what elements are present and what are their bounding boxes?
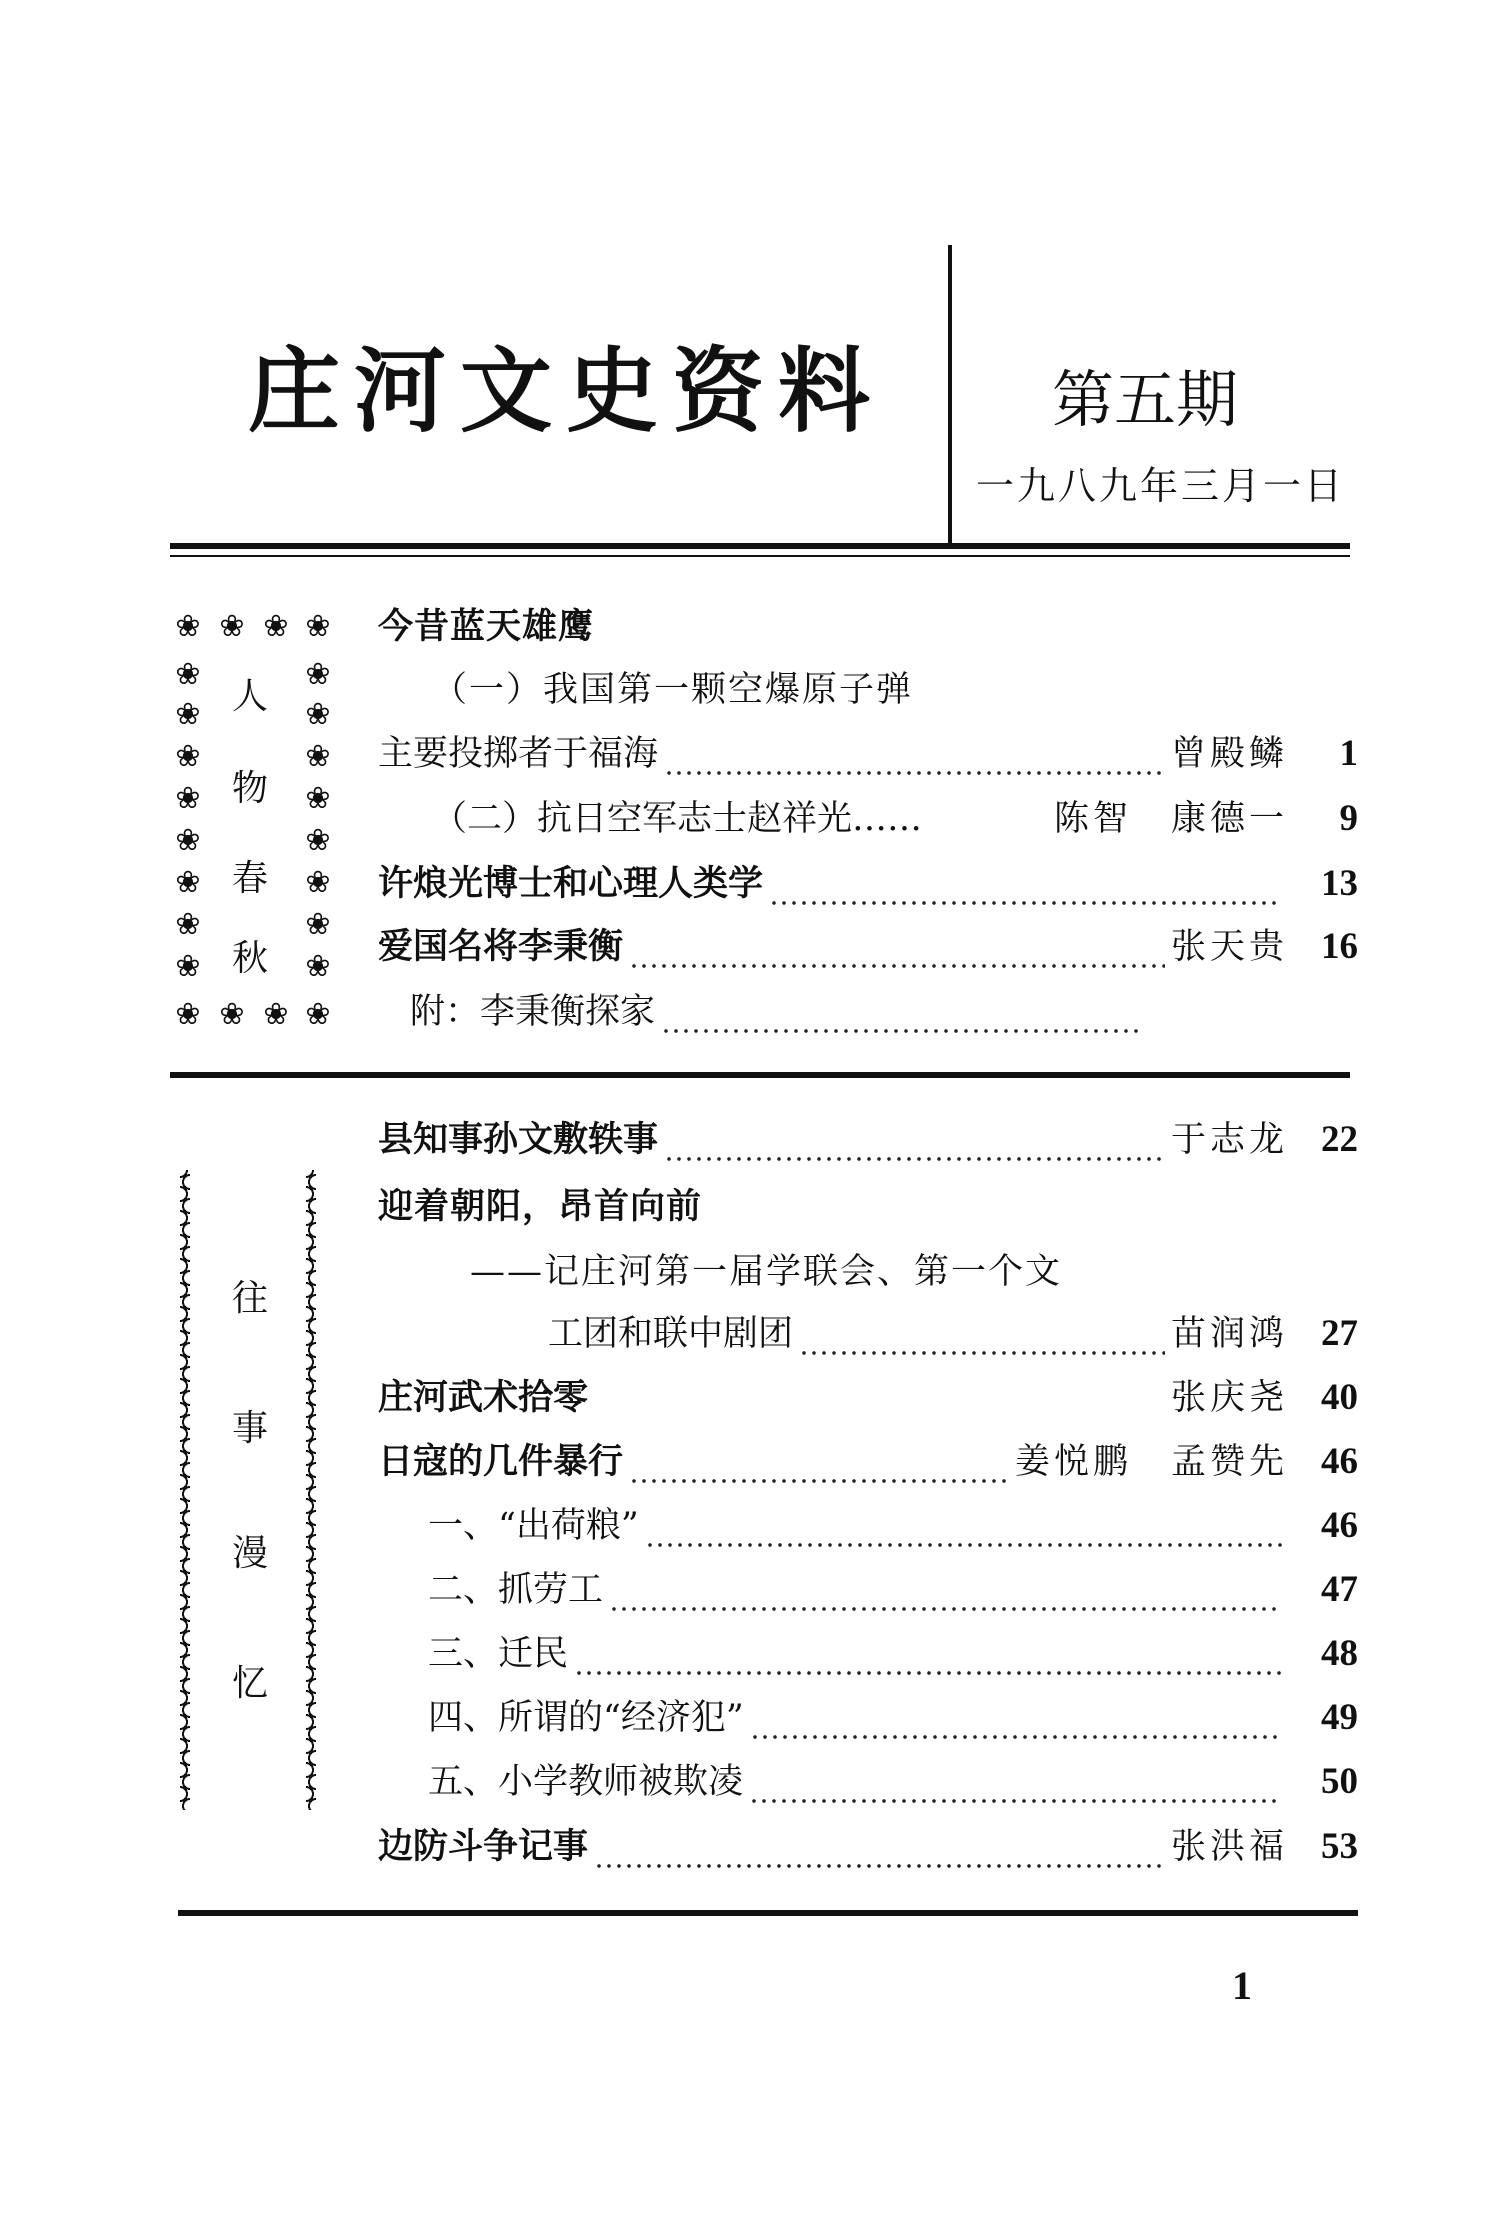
toc-entry xyxy=(378,1440,1358,1484)
section1-label-char: 春 xyxy=(231,858,268,899)
toc-subentry xyxy=(428,1632,1358,1676)
dot-leader xyxy=(664,1148,1165,1162)
maple-leaf-icon: ❀ xyxy=(219,609,245,644)
dot-leader xyxy=(750,1726,1282,1740)
toc-entry-subtitle: ——记庄河第一届学联会、第一个文 xyxy=(470,1252,1063,1292)
dot-leader xyxy=(574,1662,1282,1676)
toc-entry: 今昔蓝天雄鹰 xyxy=(378,607,595,647)
section1-label-char: 物 xyxy=(231,768,268,809)
maple-leaf-icon: ❀ xyxy=(175,781,201,816)
dot-leader xyxy=(609,1598,1282,1612)
toc-entry-page: 50 xyxy=(1321,1761,1358,1802)
toc-entry-page: 22 xyxy=(1321,1119,1358,1160)
maple-leaf-icon: ❀ xyxy=(305,997,331,1032)
toc-entry-page: 48 xyxy=(1321,1633,1358,1674)
toc-entry-title: 三、迁民 xyxy=(428,1634,569,1674)
toc-entry-page: 40 xyxy=(1321,1377,1358,1418)
issue-date: 一九八九年三月一日 xyxy=(976,464,1346,508)
toc-entry-page: 47 xyxy=(1321,1569,1358,1610)
toc-entry-title: 县知事孙文敷轶事 xyxy=(378,1120,659,1160)
toc-entry xyxy=(548,1312,1358,1356)
toc-entry xyxy=(378,1118,1358,1162)
dot-leader xyxy=(629,1470,1009,1484)
section2-label-char: 漫 xyxy=(231,1533,268,1574)
page-number: 1 xyxy=(1232,1963,1252,2008)
toc-subentry xyxy=(428,1696,1358,1740)
dot-leader xyxy=(645,1534,1282,1548)
toc-entry-page: 46 xyxy=(1321,1505,1358,1546)
issue-number: 第五期 xyxy=(1052,363,1239,436)
toc-entry-author: 张洪福 xyxy=(1170,1827,1288,1867)
maple-leaf-icon: ❀ xyxy=(175,823,201,858)
dot-leader xyxy=(769,892,1282,906)
dot-leader xyxy=(629,955,1165,969)
section2-label-char: 往 xyxy=(231,1278,268,1319)
toc-entry-title: 日寇的几件暴行 xyxy=(378,1442,624,1482)
bottom-rule xyxy=(178,1910,1358,1916)
maple-leaf-icon: ❀ xyxy=(175,907,201,942)
maple-leaf-icon: ❀ xyxy=(305,781,331,816)
toc-entry xyxy=(410,990,1150,1034)
dot-leader xyxy=(594,1855,1165,1869)
section2-label-char: 忆 xyxy=(231,1663,268,1704)
maple-leaf-icon: ❀ xyxy=(305,949,331,984)
maple-leaf-icon: ❀ xyxy=(175,609,201,644)
maple-leaf-icon: ❀ xyxy=(175,997,201,1032)
toc-entry-author: 姜悦鹏 孟赞先 xyxy=(1014,1442,1288,1482)
toc-entry: （一）我国第一颗空爆原子弹 xyxy=(432,670,914,710)
toc-entry-title: 四、所谓的“经济犯” xyxy=(428,1698,744,1738)
maple-leaf-icon: ❀ xyxy=(305,823,331,858)
toc-entry-title: 边防斗争记事 xyxy=(378,1827,589,1867)
maple-leaf-icon: ❀ xyxy=(263,609,289,644)
toc-entry-page: 46 xyxy=(1321,1441,1358,1482)
publication-title: 庄河文史资料 xyxy=(248,338,885,445)
section1-label-char: 人 xyxy=(231,676,268,717)
maple-leaf-icon: ❀ xyxy=(305,739,331,774)
toc-entry-page: 13 xyxy=(1321,863,1358,904)
section2-wavy-border-right xyxy=(306,1170,316,1810)
toc-subentry xyxy=(428,1568,1358,1612)
toc-entry-page: 1 xyxy=(1339,733,1358,774)
toc-entry-author: 张庆尧 xyxy=(1170,1378,1288,1418)
toc-entry-page: 53 xyxy=(1321,1826,1358,1867)
toc-entry xyxy=(378,862,1358,906)
toc-entry xyxy=(432,797,1358,841)
section1-label-char: 秋 xyxy=(231,938,268,979)
toc-entry-page: 9 xyxy=(1339,798,1358,839)
toc-entry-page: 49 xyxy=(1321,1697,1358,1738)
toc-entry-author: 陈智 康德一 xyxy=(1053,799,1288,839)
toc-entry-title: 一、“出荷粮” xyxy=(428,1506,639,1546)
toc-entry-page: 16 xyxy=(1321,926,1358,967)
toc-entry-author: 曾殿鳞 xyxy=(1170,734,1288,774)
toc-entry xyxy=(378,925,1358,969)
maple-leaf-icon: ❀ xyxy=(305,697,331,732)
toc-entry-title: 二、抓劳工 xyxy=(428,1570,604,1610)
toc-entry-title: 庄河武术拾零 xyxy=(378,1378,589,1418)
toc-subentry xyxy=(428,1504,1358,1548)
toc-subentry xyxy=(428,1760,1358,1804)
dot-leader xyxy=(664,762,1165,776)
masthead-divider xyxy=(948,245,952,543)
dot-leader xyxy=(799,1342,1165,1356)
maple-leaf-icon: ❀ xyxy=(305,865,331,900)
toc-entry xyxy=(378,732,1358,776)
toc-entry-author: 张天贵 xyxy=(1170,927,1288,967)
toc-entry-title: 许烺光博士和心理人类学 xyxy=(378,864,764,904)
maple-leaf-icon: ❀ xyxy=(263,997,289,1032)
maple-leaf-icon: ❀ xyxy=(175,949,201,984)
maple-leaf-icon: ❀ xyxy=(305,609,331,644)
section2-wavy-border-left xyxy=(180,1170,190,1810)
maple-leaf-icon: ❀ xyxy=(305,907,331,942)
maple-leaf-icon: ❀ xyxy=(305,657,331,692)
toc-entry-author: 苗润鸿 xyxy=(1170,1314,1288,1354)
toc-entry xyxy=(378,1376,1358,1420)
maple-leaf-icon: ❀ xyxy=(219,997,245,1032)
toc-entry-title: 爱国名将李秉衡 xyxy=(378,927,624,967)
toc-entry-title: 附：李秉衡探家 xyxy=(410,992,656,1032)
toc-entry: 迎着朝阳，昂首向前 xyxy=(378,1187,703,1227)
maple-leaf-icon: ❀ xyxy=(175,657,201,692)
maple-leaf-icon: ❀ xyxy=(175,739,201,774)
toc-entry-title: （二）抗日空军志士赵祥光…… xyxy=(432,799,923,839)
section-divider xyxy=(170,1072,1350,1078)
toc-entry-title: 主要投掷者于福海 xyxy=(378,734,659,774)
toc-entry-title: 工团和联中剧团 xyxy=(548,1314,794,1354)
toc-entry-author: 于志龙 xyxy=(1170,1120,1288,1160)
maple-leaf-icon: ❀ xyxy=(175,697,201,732)
dot-leader xyxy=(749,1790,1282,1804)
toc-entry-page: 27 xyxy=(1321,1313,1358,1354)
header-rule-thick xyxy=(170,543,1350,549)
section2-label-char: 事 xyxy=(231,1408,268,1449)
dot-leader xyxy=(661,1020,1144,1034)
toc-entry-title: 五、小学教师被欺凌 xyxy=(428,1762,744,1802)
maple-leaf-icon: ❀ xyxy=(175,865,201,900)
header-rule-thin xyxy=(170,555,1350,557)
toc-entry xyxy=(378,1825,1358,1869)
